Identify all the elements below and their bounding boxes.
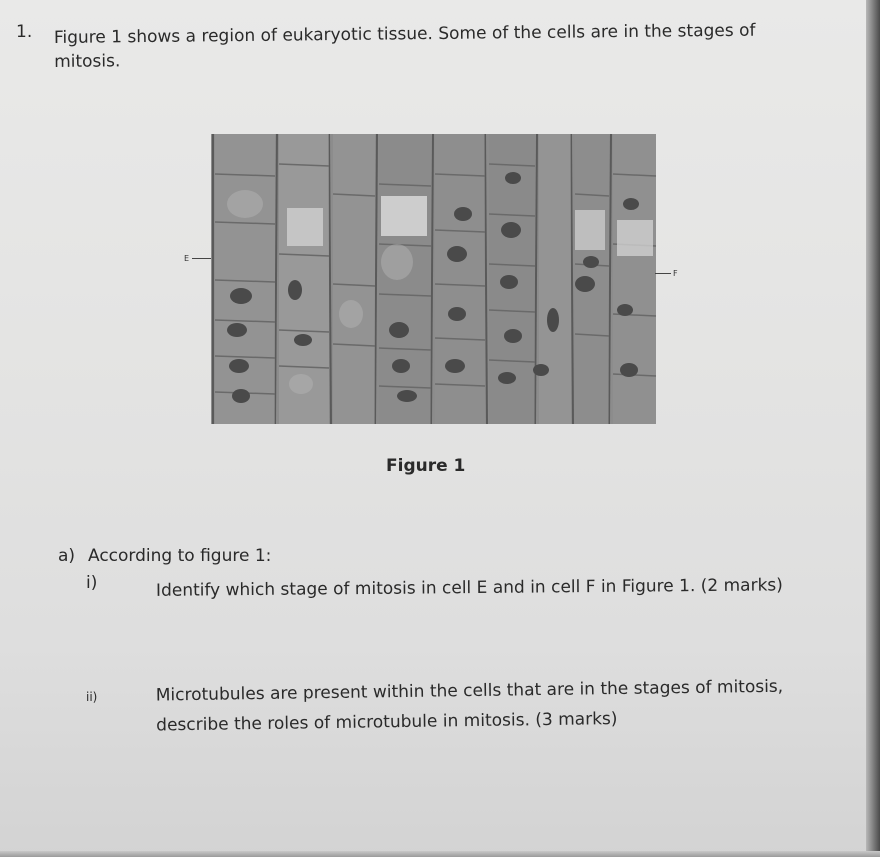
question-text: Figure 1 shows a region of eukaryotic tissue. Some of the cells are in the stages of mitosis. [53,20,756,72]
page-bottom-edge [0,851,880,857]
sub-question-ii-text: Microtubules are present within the cells that are in the stages of mitosis, describe the roles of microtubule in mitosis. (3 marks) [155,676,784,736]
micrograph-image [211,134,656,424]
page-edge-shadow [866,0,880,857]
figure-label-e: E [184,254,190,263]
sub-question-ii-number: ii) [86,690,98,704]
pointer-line-e [192,258,211,259]
figure-caption: Figure 1 [386,456,466,476]
tissue-micrograph [211,134,656,424]
part-a-letter: a) [58,546,76,566]
sub-question-i-text: Identify which stage of mitosis in cell E and in cell F in Figure 1. (2 marks) [155,575,783,601]
figure-label-f: F [673,269,678,278]
sub-question-i-number: i) [86,573,98,593]
part-a-text: According to figure 1: [88,546,272,566]
pointer-line-f [655,273,671,274]
question-number: 1. [16,22,33,42]
